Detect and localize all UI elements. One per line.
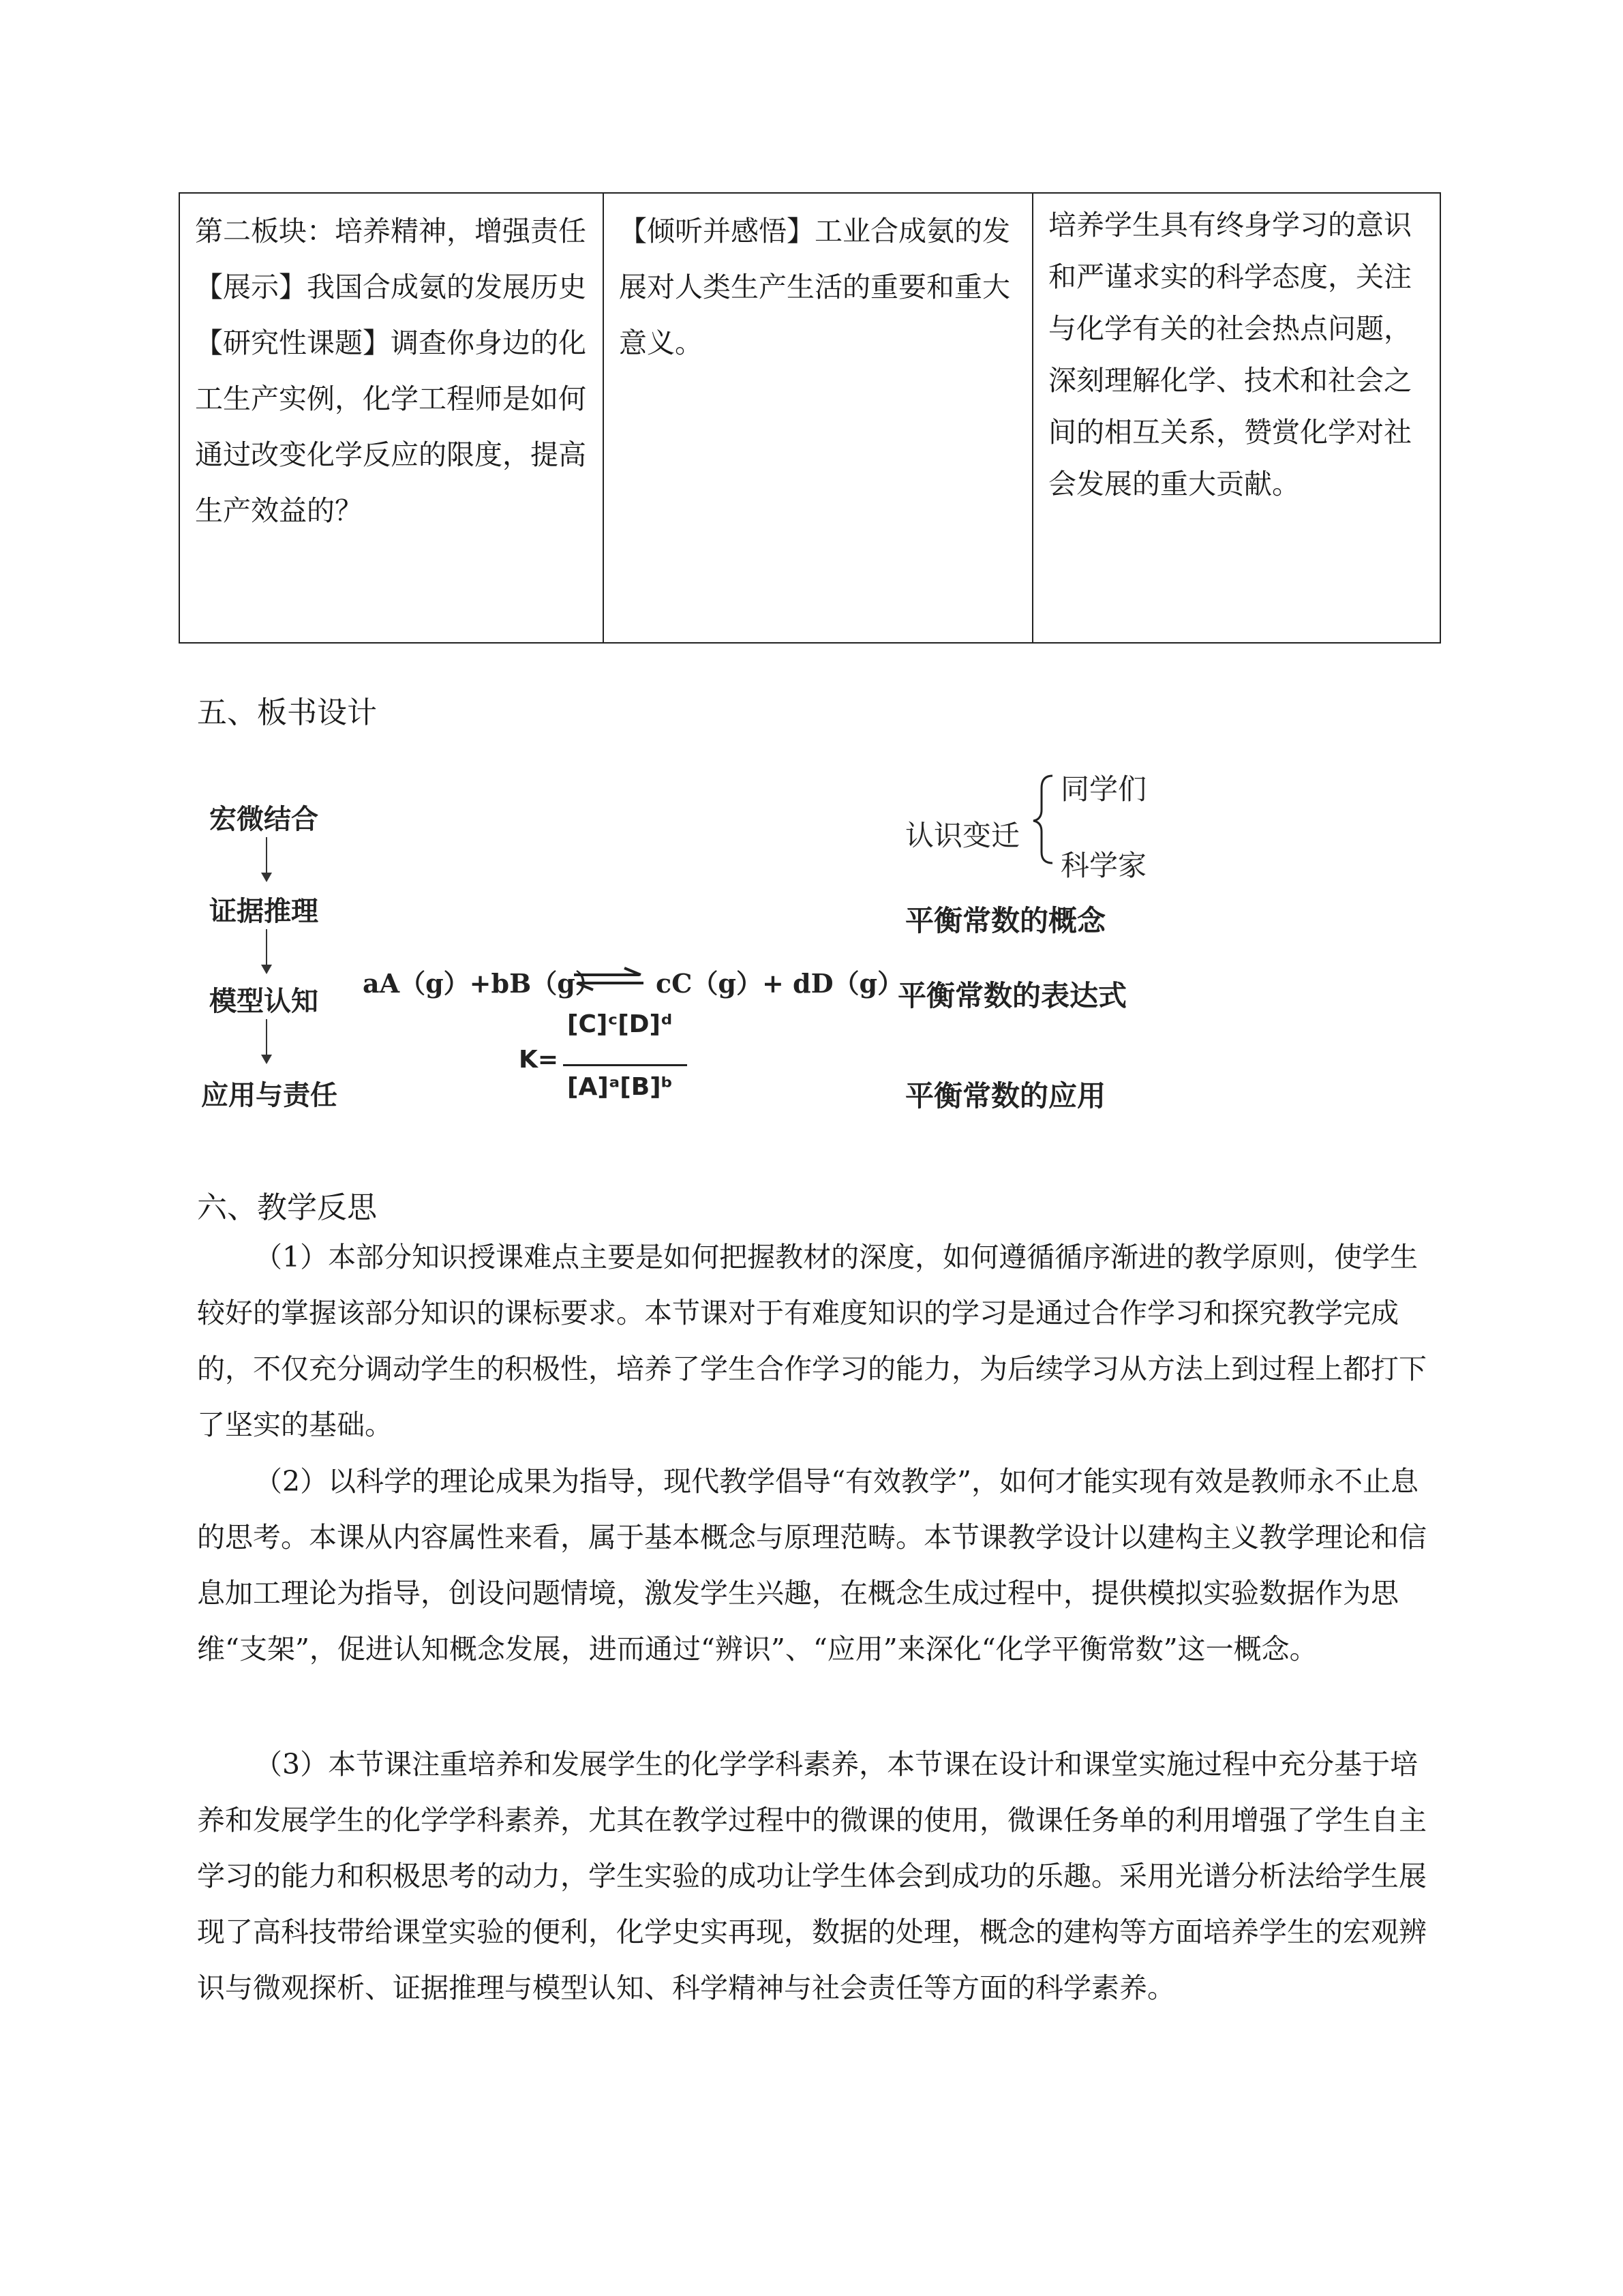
activity-line: 【研究性课题】调查你身边的化工生产实例，化学工程师是如何通过改变化学反应的限度，提高生产效益的？: [195, 327, 586, 527]
right-item-expression: 平衡常数的表达式: [898, 979, 1127, 1012]
reflection-paragraph-2: （2）以科学的理论成果为指导，现代教学倡导“有效教学”，如何才能实现有效是教师永不止息的思考。本课从内容属性来看，属于基本概念与原理范畴。本节课教学设计以建构主义教学理论和信息加工理论为指导，创设问题情境，激发学生兴趣，在概念生成过程中，提供模拟实验数据作为思维“支架”，促进认知概念发展，进而通过“辨识”、“应用”来深化“化学平衡常数”这一概念。: [197, 1465, 1427, 1665]
flow-step-1: 宏微结合: [209, 804, 318, 835]
cognition-label: 认识变迁: [905, 819, 1020, 852]
equation-reactants: aA（g）+bB（g）: [363, 968, 601, 999]
section6-title: 六、教学反思: [197, 1190, 377, 1225]
table-cell-intent: [1033, 193, 1440, 643]
k-label: K=: [519, 1046, 559, 1074]
flow-step-4: 应用与责任: [201, 1080, 337, 1111]
activity-line: 【展示】我国合成氨的发展历史: [195, 271, 586, 303]
equation-products: cC（g）+ dD（g）: [656, 968, 904, 999]
design-intent-text: 培养学生具有终身学习的意识和严谨求实的科学态度，关注与化学有关的社会热点问题，深刻理解化学、技术和社会之间的相互关系，赞赏化学对社会发展的重大贡献。: [1048, 209, 1412, 500]
table-cell-activity: [179, 193, 603, 643]
down-arrow-icon: [266, 1019, 267, 1063]
lesson-table: [179, 192, 1441, 644]
reflection-paragraph-3: （3）本节课注重培养和发展学生的化学学科素养，本节课在设计和课堂实施过程中充分基于培养和发展学生的化学学科素养，尤其在教学过程中的微课的使用，微课任务单的利用增强了学生自主学习的能力和积极思考的动力，学生实验的成功让学生体会到成功的乐趣。采用光谱分析法给学生展现了高科技带给课堂实验的便利，化学史实再现，数据的处理，概念的建构等方面培养学生的宏观辨识与微观探析、证据推理与模型认知、科学精神与社会责任等方面的科学素养。: [197, 1748, 1427, 2004]
activity-line: 第二板块：培养精神，增强责任: [195, 215, 586, 247]
equilibrium-arrow-icon: [571, 967, 646, 991]
down-arrow-icon: [266, 929, 267, 973]
right-item-concept: 平衡常数的概念: [905, 904, 1106, 937]
section5-title: 五、板书设计: [197, 695, 377, 730]
right-item-application: 平衡常数的应用: [905, 1079, 1106, 1113]
table-row: [179, 193, 1440, 643]
flow-step-2: 证据推理: [209, 896, 318, 927]
down-arrow-icon: [266, 837, 267, 881]
k-numerator: [C]ᶜ[D]ᵈ: [567, 1010, 673, 1038]
reflection-paragraph-1: （1）本部分知识授课难点主要是如何把握教材的深度，如何遵循循序渐进的教学原则，使学生较好的掌握该部分知识的课标要求。本节课对于有难度知识的学习是通过合作学习和探究教学完成的，不仅充分调动学生的积极性，培养了学生合作学习的能力，为后续学习从方法上到过程上都打下了坚实的基础。: [197, 1241, 1427, 1441]
fraction-bar: [563, 1064, 687, 1066]
table-cell-student: [603, 193, 1033, 643]
brace-icon: [1029, 772, 1059, 867]
student-activity-text: 【倾听并感悟】工业合成氨的发展对人类生产生活的重要和重大意义。: [619, 215, 1010, 359]
k-denominator: [A]ᵃ[B]ᵇ: [567, 1073, 673, 1101]
flow-step-3: 模型认知: [209, 986, 318, 1017]
cognition-branch-top: 同学们: [1061, 772, 1147, 806]
cognition-branch-bottom: 科学家: [1061, 849, 1147, 882]
